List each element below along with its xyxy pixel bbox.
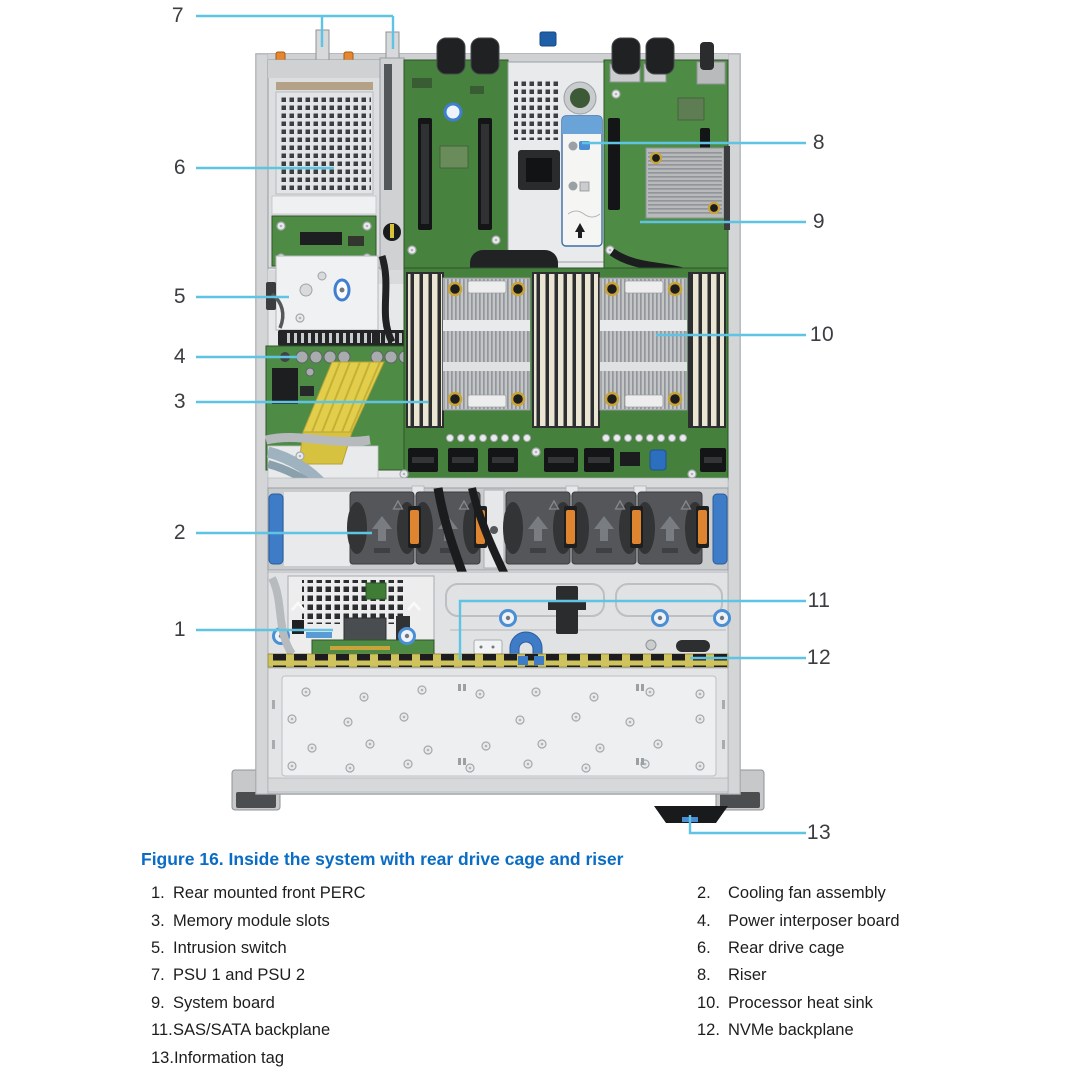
callout-13: 13 (806, 821, 832, 844)
memory-slots-bank-b (532, 272, 600, 428)
legend-item-label: PSU 1 and PSU 2 (173, 966, 306, 985)
front-drive-bay (268, 668, 728, 792)
legend-item (697, 990, 900, 1017)
legend-item-number: 3. (151, 911, 165, 930)
legend-item-number: 7. (151, 966, 165, 985)
legend-item-number: 6. (697, 938, 711, 957)
legend-item (151, 1044, 366, 1071)
legend-item-number: 8. (697, 966, 711, 985)
legend-item-label: SAS/SATA backplane (173, 1021, 331, 1040)
callout-2: 2 (173, 521, 187, 544)
callout-3: 3 (173, 390, 187, 413)
callout-5: 5 (173, 285, 187, 308)
legend-column-left (151, 880, 366, 1072)
fan-module-3 (503, 492, 573, 564)
legend-item (697, 962, 900, 989)
callout-1: 1 (173, 618, 187, 641)
legend-item-number: 9. (151, 993, 165, 1012)
legend-item (697, 1017, 900, 1044)
legend-item-number: 4. (697, 911, 711, 930)
legend-item-number: 10. (697, 993, 720, 1012)
legend-item-number: 11. (151, 1021, 173, 1040)
legend-item-label: Information tag (173, 1048, 284, 1067)
callout-8: 8 (812, 131, 826, 154)
legend-item-number: 13. (151, 1048, 174, 1067)
legend-item-number: 12. (697, 1021, 720, 1040)
release-button (540, 32, 556, 46)
front-perc (274, 576, 435, 658)
legend-item-label: Riser (728, 966, 767, 985)
legend-item (697, 880, 900, 907)
legend-item-number: 1. (151, 884, 165, 903)
riser-cage (508, 62, 604, 262)
legend-item-label: NVMe backplane (728, 1021, 854, 1040)
legend-item (697, 907, 900, 934)
legend-item-label: Rear mounted front PERC (173, 884, 366, 903)
fan-cage-latch-right (713, 494, 727, 564)
fan-module-4 (569, 492, 639, 564)
memory-slots-bank-c (688, 272, 726, 428)
rear-drive-cage (268, 60, 380, 268)
callout-12: 12 (806, 646, 832, 669)
legend-item-label: Memory module slots (173, 911, 330, 930)
callout-7: 7 (171, 4, 185, 27)
legend-item-label: Cooling fan assembly (728, 884, 886, 903)
processor-heat-sink-2 (600, 278, 687, 410)
backplane-strip (268, 654, 728, 667)
legend-item (697, 935, 900, 962)
front-tray (268, 572, 730, 658)
fan-module-1 (347, 492, 417, 564)
legend-item (151, 880, 366, 907)
legend-item-number: 2. (697, 884, 711, 903)
callout-6: 6 (173, 156, 187, 179)
callout-9: 9 (812, 210, 826, 233)
fan-cage-latch-left (269, 494, 283, 564)
legend-item (151, 1017, 366, 1044)
memory-slots-bank-a (406, 272, 444, 428)
callout-line-7 (196, 16, 393, 49)
legend-item (151, 935, 366, 962)
legend-item-label: Power interposer board (728, 911, 900, 930)
legend-item-label: System board (173, 993, 275, 1012)
figure-caption: Figure 16. Inside the system with rear drive cage and riser (141, 849, 624, 869)
fan-module-5 (635, 492, 705, 564)
riser-label (562, 116, 602, 246)
system-board (604, 60, 730, 288)
legend-item-label: Processor heat sink (728, 993, 873, 1012)
legend-item-number: 5. (151, 938, 165, 957)
processor-heat-sink-1 (443, 278, 530, 410)
callout-11: 11 (807, 589, 831, 612)
ocp-heatsink (646, 148, 724, 218)
riser-divider (380, 58, 404, 282)
legend-item-label: Rear drive cage (728, 938, 845, 957)
legend-item (151, 907, 366, 934)
callout-10: 10 (809, 323, 835, 346)
callout-4: 4 (173, 345, 187, 368)
legend-column-right (697, 880, 900, 1044)
legend-item (151, 990, 366, 1017)
legend-item-label: Intrusion switch (173, 938, 287, 957)
legend-item (151, 962, 366, 989)
